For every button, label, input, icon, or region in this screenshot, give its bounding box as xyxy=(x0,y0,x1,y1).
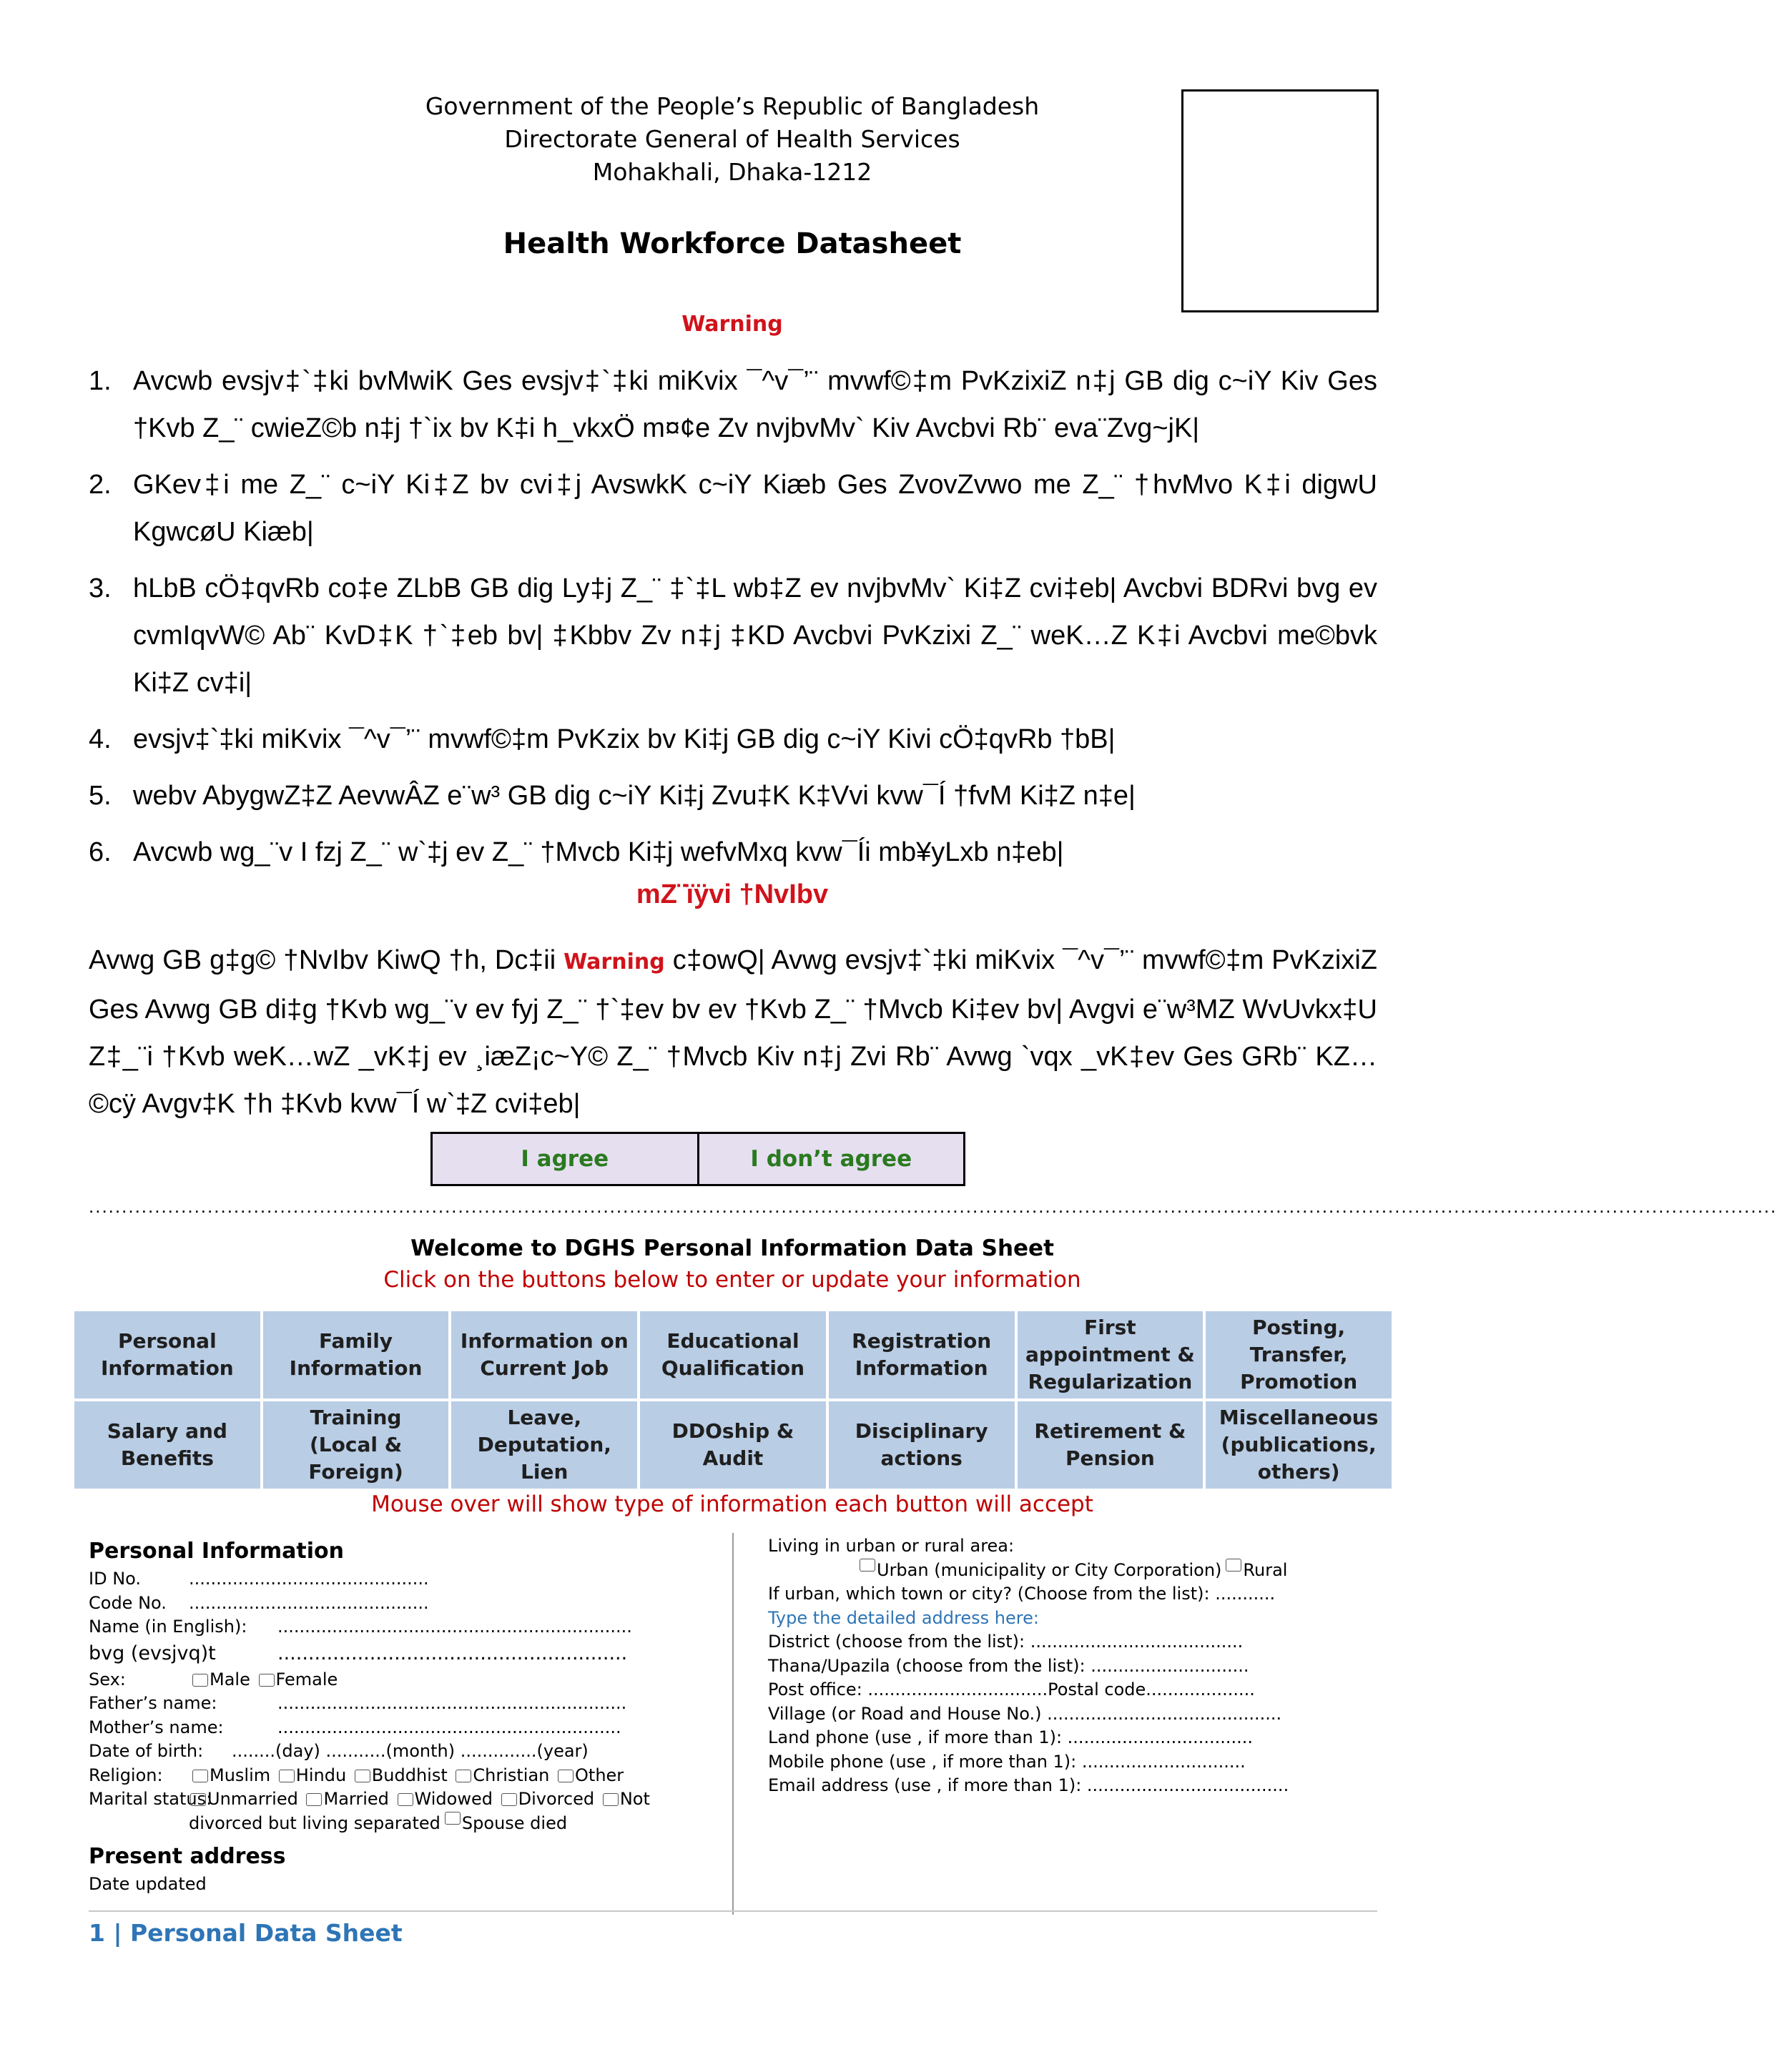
district-field[interactable]: District (choose from the list): ....................................... xyxy=(768,1632,1244,1652)
post-office-field[interactable]: Post office: .................................Postal code.................... xyxy=(768,1679,1255,1699)
salary-benefits-button[interactable]: Salary and Benefits xyxy=(74,1401,260,1489)
welcome-heading: Welcome to DGHS Personal Information Data Sheet xyxy=(410,1235,1054,1261)
header-line-3: Mohakhali, Dhaka-1212 xyxy=(592,158,872,186)
ddoship-audit-button[interactable]: DDOship & Audit xyxy=(640,1401,826,1489)
agreement-buttons xyxy=(430,1132,965,1186)
header-line-2: Directorate General of Health Services xyxy=(504,125,960,153)
marital-separated-checkbox[interactable] xyxy=(603,1793,619,1806)
personal-information-heading: Personal Information xyxy=(89,1539,344,1564)
religion-other-checkbox[interactable] xyxy=(558,1770,574,1782)
living-area-label: Living in urban or rural area: xyxy=(768,1536,1015,1556)
urban-town-field[interactable]: If urban, which town or city? (Choose from the list): ........... xyxy=(768,1584,1276,1604)
sex-female-checkbox[interactable] xyxy=(259,1674,275,1687)
warning-item-3: 3. hLbB cÖ‡qvRb co‡e ZLbB GB dig Ly‡j Z_¨ ‡`‡L wb‡Z ev nvjbvMv` Ki‡Z cvi‡eb| Avcbvi BDRvi bvg ev cvmIqvW© Ab¨ KvD‡K †`‡eb bv| ‡Kbbv Zv n‡j ‡KD Avcbvi PvKzixi Z_¨ weK…Z K‡i Avcbvi me©bvk Ki‡Z cv‡i| xyxy=(89,573,1377,698)
page-footer: 1 | Personal Data Sheet xyxy=(89,1919,403,1947)
mobile-phone-field[interactable]: Mobile phone (use , if more than 1): .............................. xyxy=(768,1751,1246,1772)
leave-deputation-button[interactable]: Leave, Deputation, Lien xyxy=(451,1401,637,1489)
posting-transfer-button[interactable]: Posting, Transfer, Promotion xyxy=(1206,1311,1392,1398)
urban-checkbox[interactable] xyxy=(860,1559,875,1572)
marital-divorced-checkbox[interactable] xyxy=(501,1793,517,1806)
affirmation-paragraph: Avwg GB g‡g© †NvIbv KiwQ †h, Dc‡ii Warning c‡owQ| Avwg evsjv‡`‡ki miKvix ¯^v¯’¨ mvwf©‡m PvKzixiZ Ges Avwg GB di‡g †Kvb wg_¨v ev fyj Z_¨ †`‡ev bv ev †Kvb Z_¨ †Mvcb Ki‡ev bv| Avgvi e¨w³MZ WvUvkx‡U Z‡_¨i †Kvb weK…wZ _vK‡j ev ¸iæZ¡c~Y© Z_¨ †Mvcb Kiv n‡j Zvi Rb¨ Avwg `vqx _vK‡ev Ges GRb¨ KZ…©cÿ Avgv‡K †h ‡Kvb kvw¯Í w`‡Z cvi‡eb| xyxy=(89,945,1378,1119)
header-line-1: Government of the People’s Republic of Bangladesh xyxy=(425,92,1040,120)
religion-buddhist-checkbox[interactable] xyxy=(355,1770,370,1782)
present-address-heading: Present address xyxy=(89,1844,286,1869)
warning-heading: Warning xyxy=(681,312,783,337)
rural-checkbox[interactable] xyxy=(1226,1559,1241,1572)
warning-item-2: 2. GKev‡i me Z_¨ c~iY Ki‡Z bv cvi‡j AvswkK c~iY Kiæb Ges ZvovZvwo me Z_¨ †hvMvo K‡i digwU KgwcøU Kiæb| xyxy=(89,470,1377,547)
mouse-over-note: Mouse over will show type of information each button will accept xyxy=(371,1491,1093,1517)
religion-christian-checkbox[interactable] xyxy=(456,1770,471,1782)
column-divider xyxy=(732,1533,734,1915)
religion-muslim-checkbox[interactable] xyxy=(192,1770,208,1782)
personal-information-section: Personal Information ID No. ............................................ Code No. ............................................ Name (in English): ................................................................. bvg (evsjvq)t ......................................................... Sex: Male Female Father’s name: ................................................................ Mother’s name: ............................................................... Date of birth: ........(day) ...........(month) ..............(year) Religion: Muslim Hindu Buddhist Christian Other Marital status: Unmarried Married Widowed Divorced Not divorced but living separated Spouse died Present address Date updated xyxy=(89,1536,718,1897)
affirmation-heading: mZ¨ïÿvi †NvIbv xyxy=(636,879,829,909)
disagree-button[interactable]: I don’t agree xyxy=(697,1134,964,1184)
agree-button[interactable]: I agree xyxy=(433,1134,697,1184)
marital-spouse-died-checkbox[interactable] xyxy=(445,1812,461,1825)
land-phone-field[interactable]: Land phone (use , if more than 1): .................................. xyxy=(768,1727,1254,1747)
page-title: Health Workforce Datasheet xyxy=(503,227,962,260)
disciplinary-actions-button[interactable]: Disciplinary actions xyxy=(829,1401,1015,1489)
family-information-button[interactable]: Family Information xyxy=(263,1311,449,1398)
marital-unmarried-checkbox[interactable] xyxy=(190,1793,206,1806)
educational-qualification-button[interactable]: Educational Qualification xyxy=(640,1311,826,1398)
training-button[interactable]: Training (Local & Foreign) xyxy=(263,1401,449,1489)
warning-item-4: 4. evsjv‡`‡ki miKvix ¯^v¯’¨ mvwf©‡m PvKzix bv Ki‡j GB dig c~iY Kivi cÖ‡qvRb †bB| xyxy=(89,724,1116,754)
father-name-field[interactable]: ................................................................ xyxy=(277,1693,627,1713)
sex-male-checkbox[interactable] xyxy=(192,1674,208,1687)
warning-list xyxy=(89,357,1377,885)
photo-box[interactable] xyxy=(1181,89,1379,312)
click-instruction: Click on the buttons below to enter or update your information xyxy=(383,1267,1081,1293)
id-field[interactable]: ............................................ xyxy=(189,1569,429,1589)
date-updated-label: Date updated xyxy=(89,1874,207,1894)
marital-widowed-checkbox[interactable] xyxy=(398,1793,413,1806)
address-section: Living in urban or rural area: Urban (municipality or City Corporation) Rural If urban, which town or city? (Choose from the list): ........... Type the detailed address here: District (choose from the list): ....................................... Thana/Upazila (choose from the list): ............................. Post office: .................................Postal code.................... Village (or Road and House No.) ........................................... Land phone (use , if more than 1): .................................. Mobile phone (use , if more than 1): .............................. Email address (use , if more than 1): ..................................... xyxy=(768,1534,1383,1798)
mother-name-field[interactable]: ............................................................... xyxy=(277,1717,621,1737)
registration-information-button[interactable]: Registration Information xyxy=(829,1311,1015,1398)
code-field[interactable]: ............................................ xyxy=(189,1592,429,1613)
thana-field[interactable]: Thana/Upazila (choose from the list): ............................. xyxy=(768,1655,1249,1676)
section-button-grid xyxy=(74,1311,1392,1489)
warning-item-6: 6. Avcwb wg_¨v I fzj Z_¨ w`‡j ev Z_¨ †Mvcb Ki‡j wefvMxq kvw¯Íi mb¥yLxb n‡eb| xyxy=(89,837,1064,867)
name-english-field[interactable]: ................................................................. xyxy=(277,1617,632,1637)
separator-line: ................................................................................................................................................................................................................................................................ xyxy=(89,1195,1777,1217)
name-bangla-field[interactable]: ......................................................... xyxy=(277,1642,628,1664)
date-of-birth-field[interactable]: ........(day) ...........(month) ..............(year) xyxy=(232,1741,589,1761)
miscellaneous-button[interactable]: Miscellaneous (publications, others) xyxy=(1206,1401,1392,1489)
retirement-pension-button[interactable]: Retirement & Pension xyxy=(1018,1401,1203,1489)
religion-hindu-checkbox[interactable] xyxy=(279,1770,295,1782)
current-job-button[interactable]: Information on Current Job xyxy=(451,1311,637,1398)
email-field[interactable]: Email address (use , if more than 1): ..................................... xyxy=(768,1775,1289,1795)
footer-divider xyxy=(89,1910,1377,1912)
village-field[interactable]: Village (or Road and House No.) ........................................... xyxy=(768,1703,1282,1724)
warning-item-1: 1. Avcwb evsjv‡`‡ki bvMwiK Ges evsjv‡`‡ki miKvix ¯^v¯’¨ mvwf©‡m PvKzixiZ n‡j GB dig c~iY Kiv Ges †Kvb Z_¨ cwieZ©b n‡j †`ix bv K‡i h_vkxÖ m¤¢e Zv nvjbvMv` Kiv Avcbvi Rb¨ eva¨Zvg~jK| xyxy=(89,366,1377,443)
first-appointment-button[interactable]: First appointment & Regularization xyxy=(1018,1311,1203,1398)
affirmation-warning-word: Warning xyxy=(563,949,665,975)
marital-married-checkbox[interactable] xyxy=(306,1793,322,1806)
type-address-prompt: Type the detailed address here: xyxy=(768,1607,1039,1628)
warning-item-5: 5. webv AbygwZ‡Z AevwÂZ e¨w³ GB dig c~iY Ki‡j Zvu‡K K‡Vvi kvw¯Í †fvM Ki‡Z n‡e| xyxy=(89,781,1136,811)
personal-information-button[interactable]: Personal Information xyxy=(74,1311,260,1398)
